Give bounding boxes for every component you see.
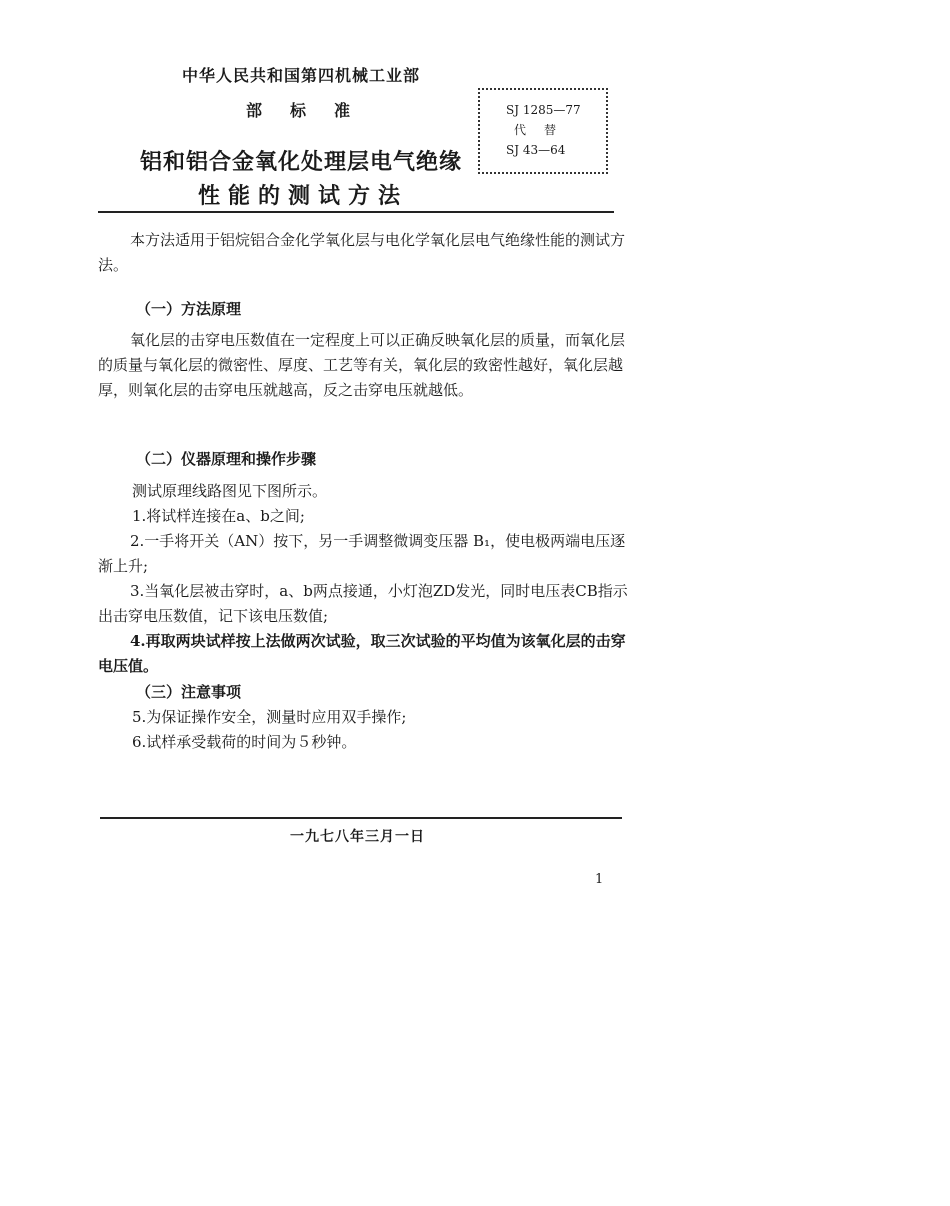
- section1-text: 氧化层的击穿电压数值在一定程度上可以正确反映氧化层的质量，而氧化层的质量与氧化层的微密性、厚度、工艺等有关，氧化层的致密性越好，氧化层越厚，则氧化层的击穿电压就越高，反之击穿电压就越低。: [98, 331, 626, 399]
- section2-heading: （二）仪器原理和操作步骤: [136, 450, 317, 468]
- step-4: 4.再取两块试样按上法做两次试验，取三次试验的平均值为该氧化层的击穿电压值。: [98, 632, 626, 675]
- step-3: 3.当氧化层被击穿时，a、b两点接通，小灯泡ZD发光，同时电压表CB指示出击穿电压数值，记下该电压数值;: [98, 582, 628, 625]
- page-number: 1: [595, 872, 604, 887]
- section3-heading: （三）注意事项: [136, 683, 242, 701]
- replaced-code: SJ 43—64: [506, 143, 566, 157]
- standard-code-box: [478, 88, 608, 174]
- intro-paragraph: 本方法适用于铝烷铝合金化学氧化层与电化学氧化层电气绝缘性能的测试方法。: [98, 231, 626, 274]
- section1-heading: （一）方法原理: [136, 300, 242, 318]
- section2-intro: 测试原理线路图见下图所示。: [132, 482, 328, 500]
- ministry-name: 中华人民共和国第四机械工业部: [182, 66, 421, 85]
- step-6: 6.试样承受载荷的时间为５秒钟。: [132, 733, 357, 751]
- step-5: 5.为保证操作安全，测量时应用双手操作;: [132, 708, 407, 726]
- document-title-line2: 性能的测试方法: [198, 183, 409, 209]
- standard-code: SJ 1285—77: [506, 103, 581, 117]
- footer-divider: [100, 817, 622, 819]
- replaces-label: 代替: [514, 123, 575, 137]
- standard-type: 部标准: [246, 101, 379, 120]
- step-1: 1.将试样连接在a、b之间;: [132, 507, 305, 525]
- header-divider: [98, 211, 614, 213]
- issue-date: 一九七八年三月一日: [290, 829, 425, 845]
- step-2: 2.一手将开关（AN）按下，另一手调整微调变压器 B₁，使电极两端电压逐渐上升;: [98, 532, 626, 575]
- document-title-line1: 铝和铝合金氧化处理层电气绝缘: [140, 149, 463, 175]
